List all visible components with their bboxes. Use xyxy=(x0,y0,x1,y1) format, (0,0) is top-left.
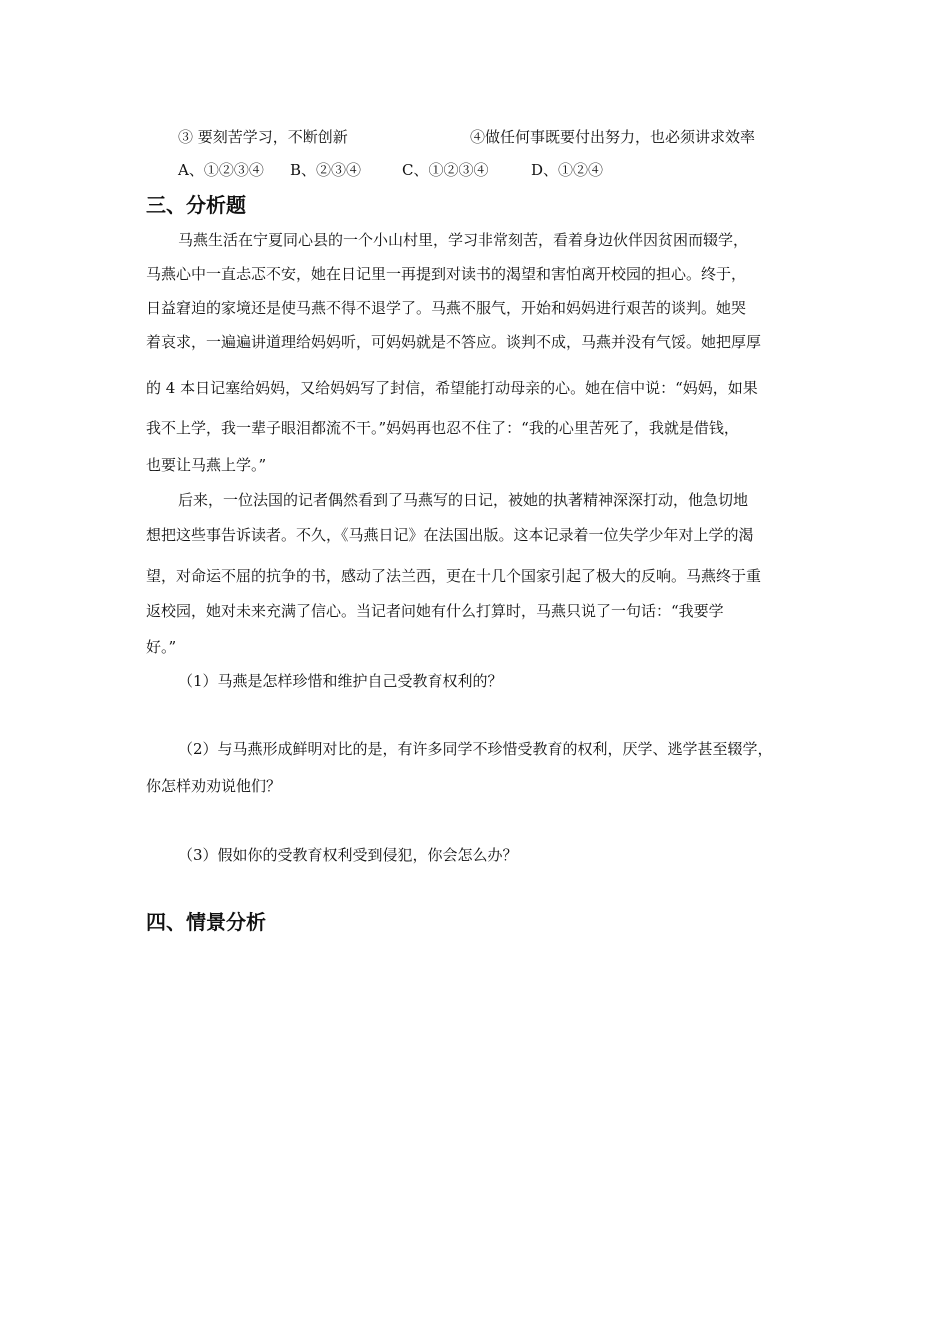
question-1: （1）马燕是怎样珍惜和维护自己受教育权利的？ xyxy=(178,672,503,690)
section-heading-analysis: 三、分析题 xyxy=(146,193,246,217)
paragraph-line: 马燕生活在宁夏同心县的一个小山村里，学习非常刻苦，看着身边伙伴因贫困而辍学， xyxy=(178,231,749,249)
choice-a: A、①②③④ xyxy=(178,161,264,179)
paragraph-line: 日益窘迫的家境还是使马燕不得不退学了。马燕不服气，开始和妈妈进行艰苦的谈判。她哭 xyxy=(146,299,747,317)
choice-d: D、①②④ xyxy=(531,161,604,179)
paragraph-line: 也要让马燕上学。” xyxy=(146,456,267,474)
question-2-line: （2）与马燕形成鲜明对比的是，有许多同学不珍惜受教育的权利，厌学、逃学甚至辍学， xyxy=(178,740,773,758)
choice-b: B、②③④ xyxy=(290,161,362,179)
option-item-3: ③ 要刻苦学习，不断创新 xyxy=(178,128,348,146)
section-heading-scenario: 四、情景分析 xyxy=(146,910,266,934)
paragraph-line: 我不上学，我一辈子眼泪都流不干。”妈妈再也忍不住了：“我的心里苦死了，我就是借钱， xyxy=(146,419,739,437)
option-item-4: ④做任何事既要付出努力，也必须讲求效率 xyxy=(470,128,756,146)
paragraph-line: 后来，一位法国的记者偶然看到了马燕写的日记，被她的执著精神深深打动，他急切地 xyxy=(178,491,749,509)
paragraph-line: 望，对命运不屈的抗争的书，感动了法兰西，更在十几个国家引起了极大的反响。马燕终于重 xyxy=(146,567,762,585)
question-3: （3）假如你的受教育权利受到侵犯，你会怎么办？ xyxy=(178,846,518,864)
paragraph-line: 想把这些事告诉读者。不久，《马燕日记》在法国出版。这本记录着一位失学少年对上学的渴 xyxy=(146,526,754,544)
choice-c: C、①②③④ xyxy=(402,161,489,179)
question-2-line: 你怎样劝劝说他们？ xyxy=(146,777,282,795)
paragraph-line: 的 4 本日记塞给妈妈，又给妈妈写了封信，希望能打动母亲的心。她在信中说：“妈妈，如果 xyxy=(146,379,758,397)
paragraph-line: 返校园，她对未来充满了信心。当记者问她有什么打算时，马燕只说了一句话：“我要学 xyxy=(146,602,724,620)
paragraph-line: 好。” xyxy=(146,638,177,656)
paragraph-line: 马燕心中一直忐忑不安，她在日记里一再提到对读书的渴望和害怕离开校园的担心。终于， xyxy=(146,265,747,283)
paragraph-line: 着哀求，一遍遍讲道理给妈妈听，可妈妈就是不答应。谈判不成，马燕并没有气馁。她把厚厚 xyxy=(146,333,762,351)
